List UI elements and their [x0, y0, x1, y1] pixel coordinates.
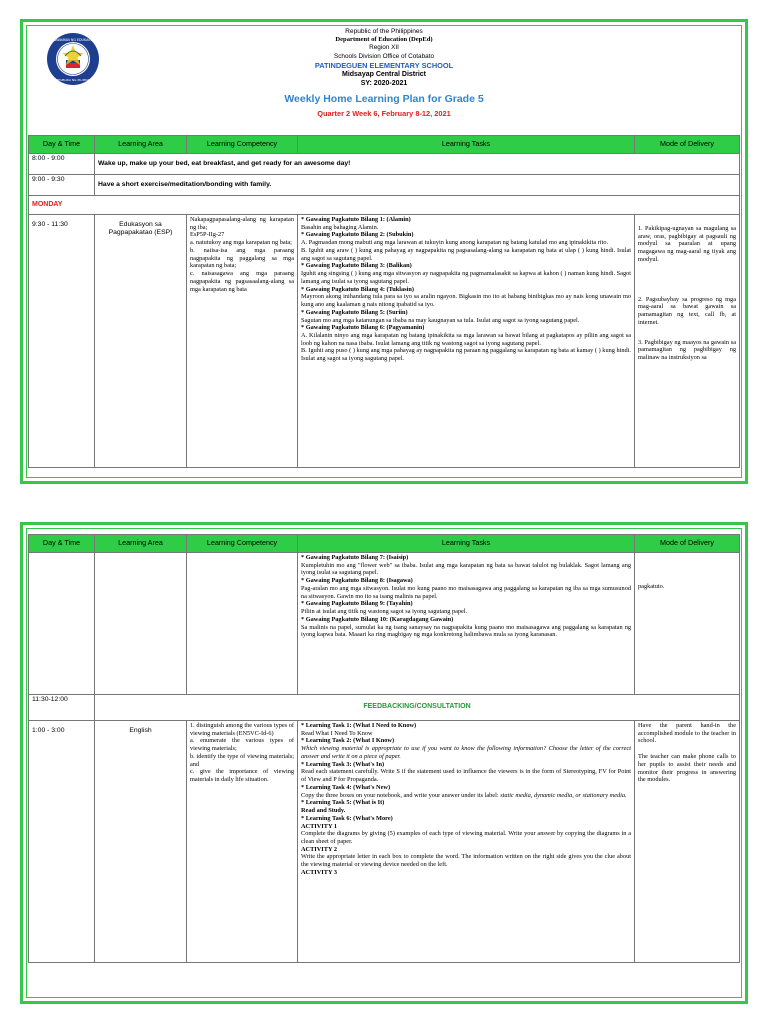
learning-area: English: [95, 721, 187, 963]
plan-title: Weekly Home Learning Plan for Grade 5: [284, 93, 484, 106]
learning-competency: [187, 721, 298, 963]
col-learning-area: Learning Area: [95, 535, 187, 553]
competency-item: a. enumerate the various types of viewing materials;: [190, 737, 294, 753]
task-heading: * Gawaing Pagkatuto Bilang 6: (Pagyamanin): [301, 324, 425, 332]
task-text: Which viewing material is appropriate to use if you want to know the following information? Choose the letter of the correct answer and write it on a piece of paper.: [301, 745, 631, 760]
task-text: Read and Study.: [301, 807, 346, 815]
learning-competency: [187, 553, 298, 695]
task-heading: * Gawaing Pagkatuto Bilang 3: (Balikan): [301, 262, 412, 270]
feedback-label: FEEDBACKING/CONSULTATION: [95, 695, 740, 721]
task-text: Kumpletuhin mo ang "flower web" sa ibaba. Isulat ang mga karapatan ng bata sa bawat talulot ng bulaklak. Sagot lamang ang iyong isulat sa sagutang papel.: [301, 561, 631, 577]
task-text: A. Pagmasdan mong mabuti ang mga larawan at tukuyin kung anong karapatan ng batang katulad mo ang ipinakikita rito.: [301, 239, 609, 247]
seal-bottom-text: REPUBLIKA NG PILIPINAS: [54, 78, 92, 82]
col-learning-tasks: Learning Tasks: [298, 535, 635, 553]
competency-item: c. naisasagawa ang mga paraang nagpapakita ng pagsasaalang-alang sa mga karapatan ng bata: [190, 270, 294, 293]
school-year: SY: 2020-2021: [360, 80, 408, 88]
plan-table-page-2: [28, 534, 740, 963]
task-text: Read each statement carefully. Write S if the statement used to influence the viewers is in the form of Stereotyping, FV for Point of View and P for Propaganda.: [301, 768, 631, 784]
row-time: [29, 553, 95, 695]
task-text: Read What I Need To Know: [301, 729, 373, 737]
task-text: A. Kilalanin ninyo ang mga karapatan ng batang ipinakikita sa mga larawan sa bawat bilang at pagkatapos ay piliin ang sagot sa loob ng kahon na nasa ibaba. Isulat lamang ang titik ng wastong sagot sa iyong sagutang papel.: [301, 332, 631, 347]
district-text: Midsayap Central District: [341, 71, 427, 79]
task-text: Iguhit ang singsing ( ) kung ang mga sitwasyon ay nagpapakita ng pagmamalasakit sa kapwa at kahon ( ) naman kung hindi. Sagot lamang ang isulat sa iyong sagutang papel.: [301, 270, 631, 285]
division-text: Schools Division Office of Cotabato: [333, 52, 435, 60]
task-text: B. Iguhit ang puso ( ) kung ang mga pahayag ay nagpapakita ng paraan ng paggalang sa karapatan ng bata at kamay ( ) kung hindi. Isulat ang sagot sa iyong sagutang papel.: [301, 347, 631, 363]
task-text: B. Iguhit ang araw ( ) kung ang pahayag ay nagpapakita ng pagsasalang-alang sa karapatan ng bata at ulap ( ) kung hindi. Isulat ang sagot sa sagutang papel.: [301, 246, 631, 262]
table-row: [29, 721, 740, 963]
row-time: 11:30-12:00: [29, 695, 95, 721]
plan-page-2: [20, 522, 748, 1004]
col-mode-of-delivery: Mode of Delivery: [635, 136, 740, 154]
task-heading: * Gawaing Pagkatuto Bilang 10: (Karagdagang Gawain): [301, 615, 454, 623]
task-text: Complete the diagrams by giving (5) examples of each type of viewing material. Write your answer by copying the diagrams in a clean sheet of paper.: [301, 830, 631, 846]
table-row: [29, 154, 740, 175]
competency-item: 1. distinguish among the various types of viewing materials (EN5VC-Id-6): [190, 722, 294, 737]
row-time: 1:00 - 3:00: [29, 721, 95, 963]
table-row: [29, 695, 740, 721]
table-header-row: [29, 535, 740, 553]
learning-competency: [187, 215, 298, 468]
row-time: 9:30 - 11:30: [29, 215, 95, 468]
delivery-item: The teacher can make phone calls to her pupils to assist their needs and monitor their progress in answering the modules.: [638, 753, 736, 784]
col-learning-tasks: Learning Tasks: [298, 136, 635, 154]
learning-tasks: [298, 553, 635, 695]
task-heading: * Gawaing Pagkatuto Bilang 7: (Isaisip): [301, 554, 409, 561]
task-text: Basahin ang bahaging Alamin.: [301, 223, 379, 231]
delivery-item: 3. Pagbibigay ng maayos na gawain sa pamamagitan ng pagbibigay ng malinaw na instruksiyon sa: [638, 338, 736, 362]
competency-item: b. identify the type of viewing materials; and: [190, 752, 294, 768]
task-text: [301, 792, 631, 800]
activity-heading: ACTIVITY 3: [301, 868, 337, 876]
row-time: 8:00 - 9:00: [29, 154, 95, 175]
col-day-time: Day & Time: [29, 136, 95, 154]
delivery-item: 1. Pakikipag-ugnayan sa magulang sa araw, oras, pagbibigay at pagsauli ng modyul sa paaralan at upang magagawa ng mag-aaral ng tiyak ang modyul.: [638, 225, 736, 263]
competency-item: b. naiisa-isa ang mga paraang nagpapakita ng paggalang sa mga karapatan ng bata;: [190, 246, 294, 270]
mode-of-delivery: [635, 215, 740, 468]
activity-heading: ACTIVITY 2: [301, 845, 337, 853]
col-day-time: Day & Time: [29, 535, 95, 553]
delivery-item: 2. Pagsubaybay sa progreso ng mga mag-aaral sa bawat gawain sa pamamagitan ng text, call fb, at internet.: [638, 295, 736, 326]
task-text: Sa malinis na papel, sumulat ka ng isang sanaysay na nagpapakita kung paano mo maisasagawa ang paggalang sa karapatan ng iyong kapwa bata. Maaari ka ring magbigay ng mga konkretong halimbawa mula sa iyong karanasan.: [301, 623, 631, 639]
learning-area: Edukasyon sa Pagpapakatao (ESP): [95, 215, 187, 468]
learning-tasks: [298, 215, 635, 468]
department-text: Department of Education (DepEd): [335, 35, 433, 43]
row-time: 9:00 - 9:30: [29, 175, 95, 196]
col-learning-area: Learning Area: [95, 136, 187, 154]
day-label: MONDAY: [29, 196, 740, 215]
task-heading: * Learning Task 5: (What is It): [301, 799, 385, 807]
task-heading: * Learning Task 2: (What I Know): [301, 737, 395, 745]
col-learning-competency: Learning Competency: [187, 535, 298, 553]
competency-item: EsP5P-IIg-27: [190, 231, 225, 239]
learning-tasks: [298, 721, 635, 963]
table-row: [29, 553, 740, 695]
day-row: [29, 196, 740, 215]
quarter-text: Quarter 2 Week 6, February 8-12, 2021: [317, 108, 451, 118]
task-heading: * Learning Task 3: (What's In): [301, 760, 385, 768]
task-heading: * Learning Task 4: (What's New): [301, 783, 391, 791]
competency-item: a. natutukoy ang mga karapatan ng bata;: [190, 239, 292, 247]
seal-top-text: KAGAWARAN NG EDUKASYON: [48, 38, 98, 42]
plan-table-page-1: [28, 135, 740, 468]
col-learning-competency: Learning Competency: [187, 136, 298, 154]
competency-item: Nakapagpapasalang-alang ng karapatan ng iba;: [190, 216, 294, 231]
task-text: Mayroon akong inihandang tula para sa iyo sa aralin ngayon. Bigkasin mo ito at habang binibigkas mo ay nais kong unawain mo kung ano ang kaalaman g nais nitong ipabatid sa iyo.: [301, 293, 631, 309]
task-heading: * Learning Task 1: (What I Need to Know): [301, 722, 417, 729]
plan-page-1: [20, 19, 748, 484]
task-heading: * Gawaing Pagkatuto Bilang 9: (Tayahin): [301, 600, 413, 608]
task-heading: * Gawaing Pagkatuto Bilang 8: (Isagawa): [301, 577, 413, 585]
task-heading: * Gawaing Pagkatuto Bilang 1: (Alamin): [301, 216, 411, 223]
republic-text: Republic of the Philippines: [345, 28, 423, 35]
delivery-item: Have the parent hand-in the accomplished module to the teacher in school.: [638, 722, 736, 745]
school-name: PATINDEGUEN ELEMENTARY SCHOOL: [314, 61, 454, 70]
table-header-row: [29, 136, 740, 154]
table-row: [29, 215, 740, 468]
letterhead: [23, 29, 745, 117]
task-text: Pag-aralan mo ang mga sitwasyon. Isulat mo kung paano mo maisasagawa ang paggalang sa karapatan ng iba sa mga sumusunod na sitwasyon. Gawin mo ito sa isang malinis na papel.: [301, 584, 631, 600]
task-heading: * Gawaing Pagkatuto Bilang 5: (Suriin): [301, 308, 408, 316]
mode-of-delivery: pagkatuto.: [635, 553, 740, 695]
activity-heading: ACTIVITY 1: [301, 822, 337, 830]
table-row: [29, 175, 740, 196]
region-text: Region XII: [369, 44, 399, 52]
task-heading: * Gawaing Pagkatuto Bilang 4: (Tuklasin): [301, 285, 414, 293]
task-text: Write the appropriate letter in each box to complete the word. The information written on the right side gives you the clue about the viewing material or viewing device needed on the left.: [301, 853, 631, 869]
row-activity: Wake up, make up your bed, eat breakfast, and get ready for an awesome day!: [95, 154, 740, 175]
row-activity: Have a short exercise/meditation/bonding with family.: [95, 175, 740, 196]
task-text: Sagutan mo ang mga katanungan sa ibaba na may kaugnayan sa tula. Isulat ang sagot sa iyong sagutang papel.: [301, 316, 580, 324]
learning-area: [95, 553, 187, 695]
competency-item: c. give the importance of viewing materials in daily life situation.: [190, 768, 294, 784]
task-heading: * Gawaing Pagkatuto Bilang 2: (Subukin): [301, 231, 414, 239]
task-text: Piliin at isulat ang titik ng wastong sagot sa iyong sagutang papel.: [301, 608, 468, 616]
task-text-italic: static media, dynamic media, or stationary media.: [500, 791, 627, 799]
task-heading: * Learning Task 6: (What's More): [301, 814, 393, 822]
col-mode-of-delivery: Mode of Delivery: [635, 535, 740, 553]
mode-of-delivery: [635, 721, 740, 963]
task-text-main: Copy the three boxes on your notebook, and write your answer under its label:: [301, 791, 501, 799]
